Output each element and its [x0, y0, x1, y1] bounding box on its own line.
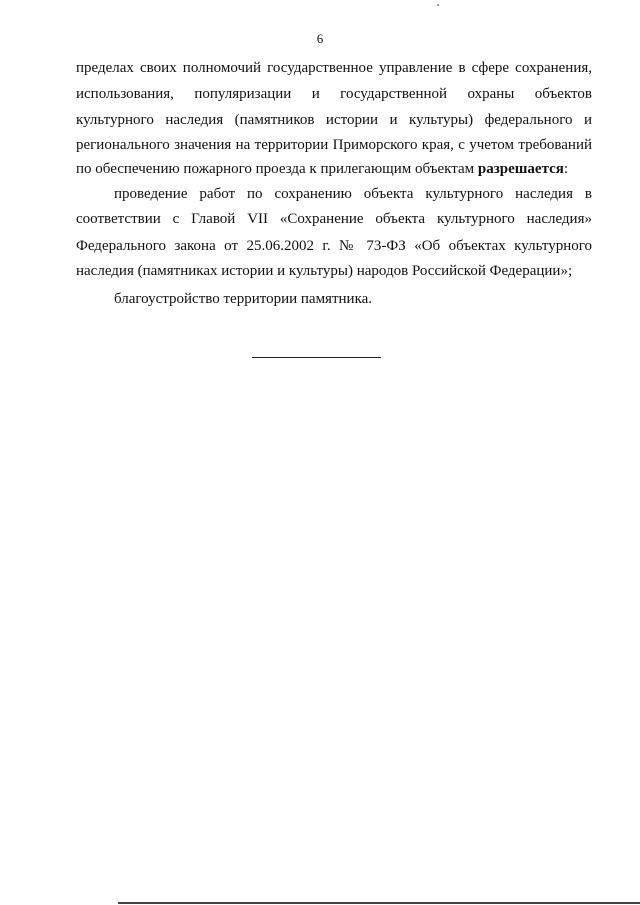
scan-bottom-edge — [118, 902, 640, 904]
paragraph-1-line-5 — [76, 160, 592, 178]
paragraph-1-line-5-tail: : — [563, 161, 569, 177]
paragraph-1-line-2: использования, популяризации и государственной охраны объектов — [76, 86, 592, 102]
scan-speck — [437, 4, 439, 6]
paragraph-1-line-4: регионального значения на территории Приморского края, с учетом требований — [76, 137, 592, 153]
end-separator-line — [252, 357, 381, 358]
page-number: 6 — [316, 31, 324, 46]
paragraph-1-line-1: пределах своих полномочий государственное управление в сфере сохранения, — [76, 60, 592, 76]
paragraph-2-line-2: соответствии с Главой VII «Сохранение объекта культурного наследия» — [76, 211, 592, 227]
permitted-keyword: разрешается — [477, 161, 564, 177]
paragraph-2-line-3: Федерального закона от 25.06.2002 г. № 73-ФЗ «Об объектах культурного — [76, 238, 592, 254]
paragraph-3-line-1: благоустройство территории памятника. — [114, 291, 373, 307]
paragraph-2-line-4: наследия (памятниках истории и культуры) народов Российской Федерации»; — [76, 263, 573, 279]
paragraph-1-line-5-text: по обеспечению пожарного проезда к прилегающим объектам — [76, 161, 478, 177]
paragraph-1-line-3: культурного наследия (памятников истории и культуры) федерального и — [76, 112, 592, 128]
paragraph-2-line-1: проведение работ по сохранению объекта культурного наследия в — [114, 186, 592, 202]
